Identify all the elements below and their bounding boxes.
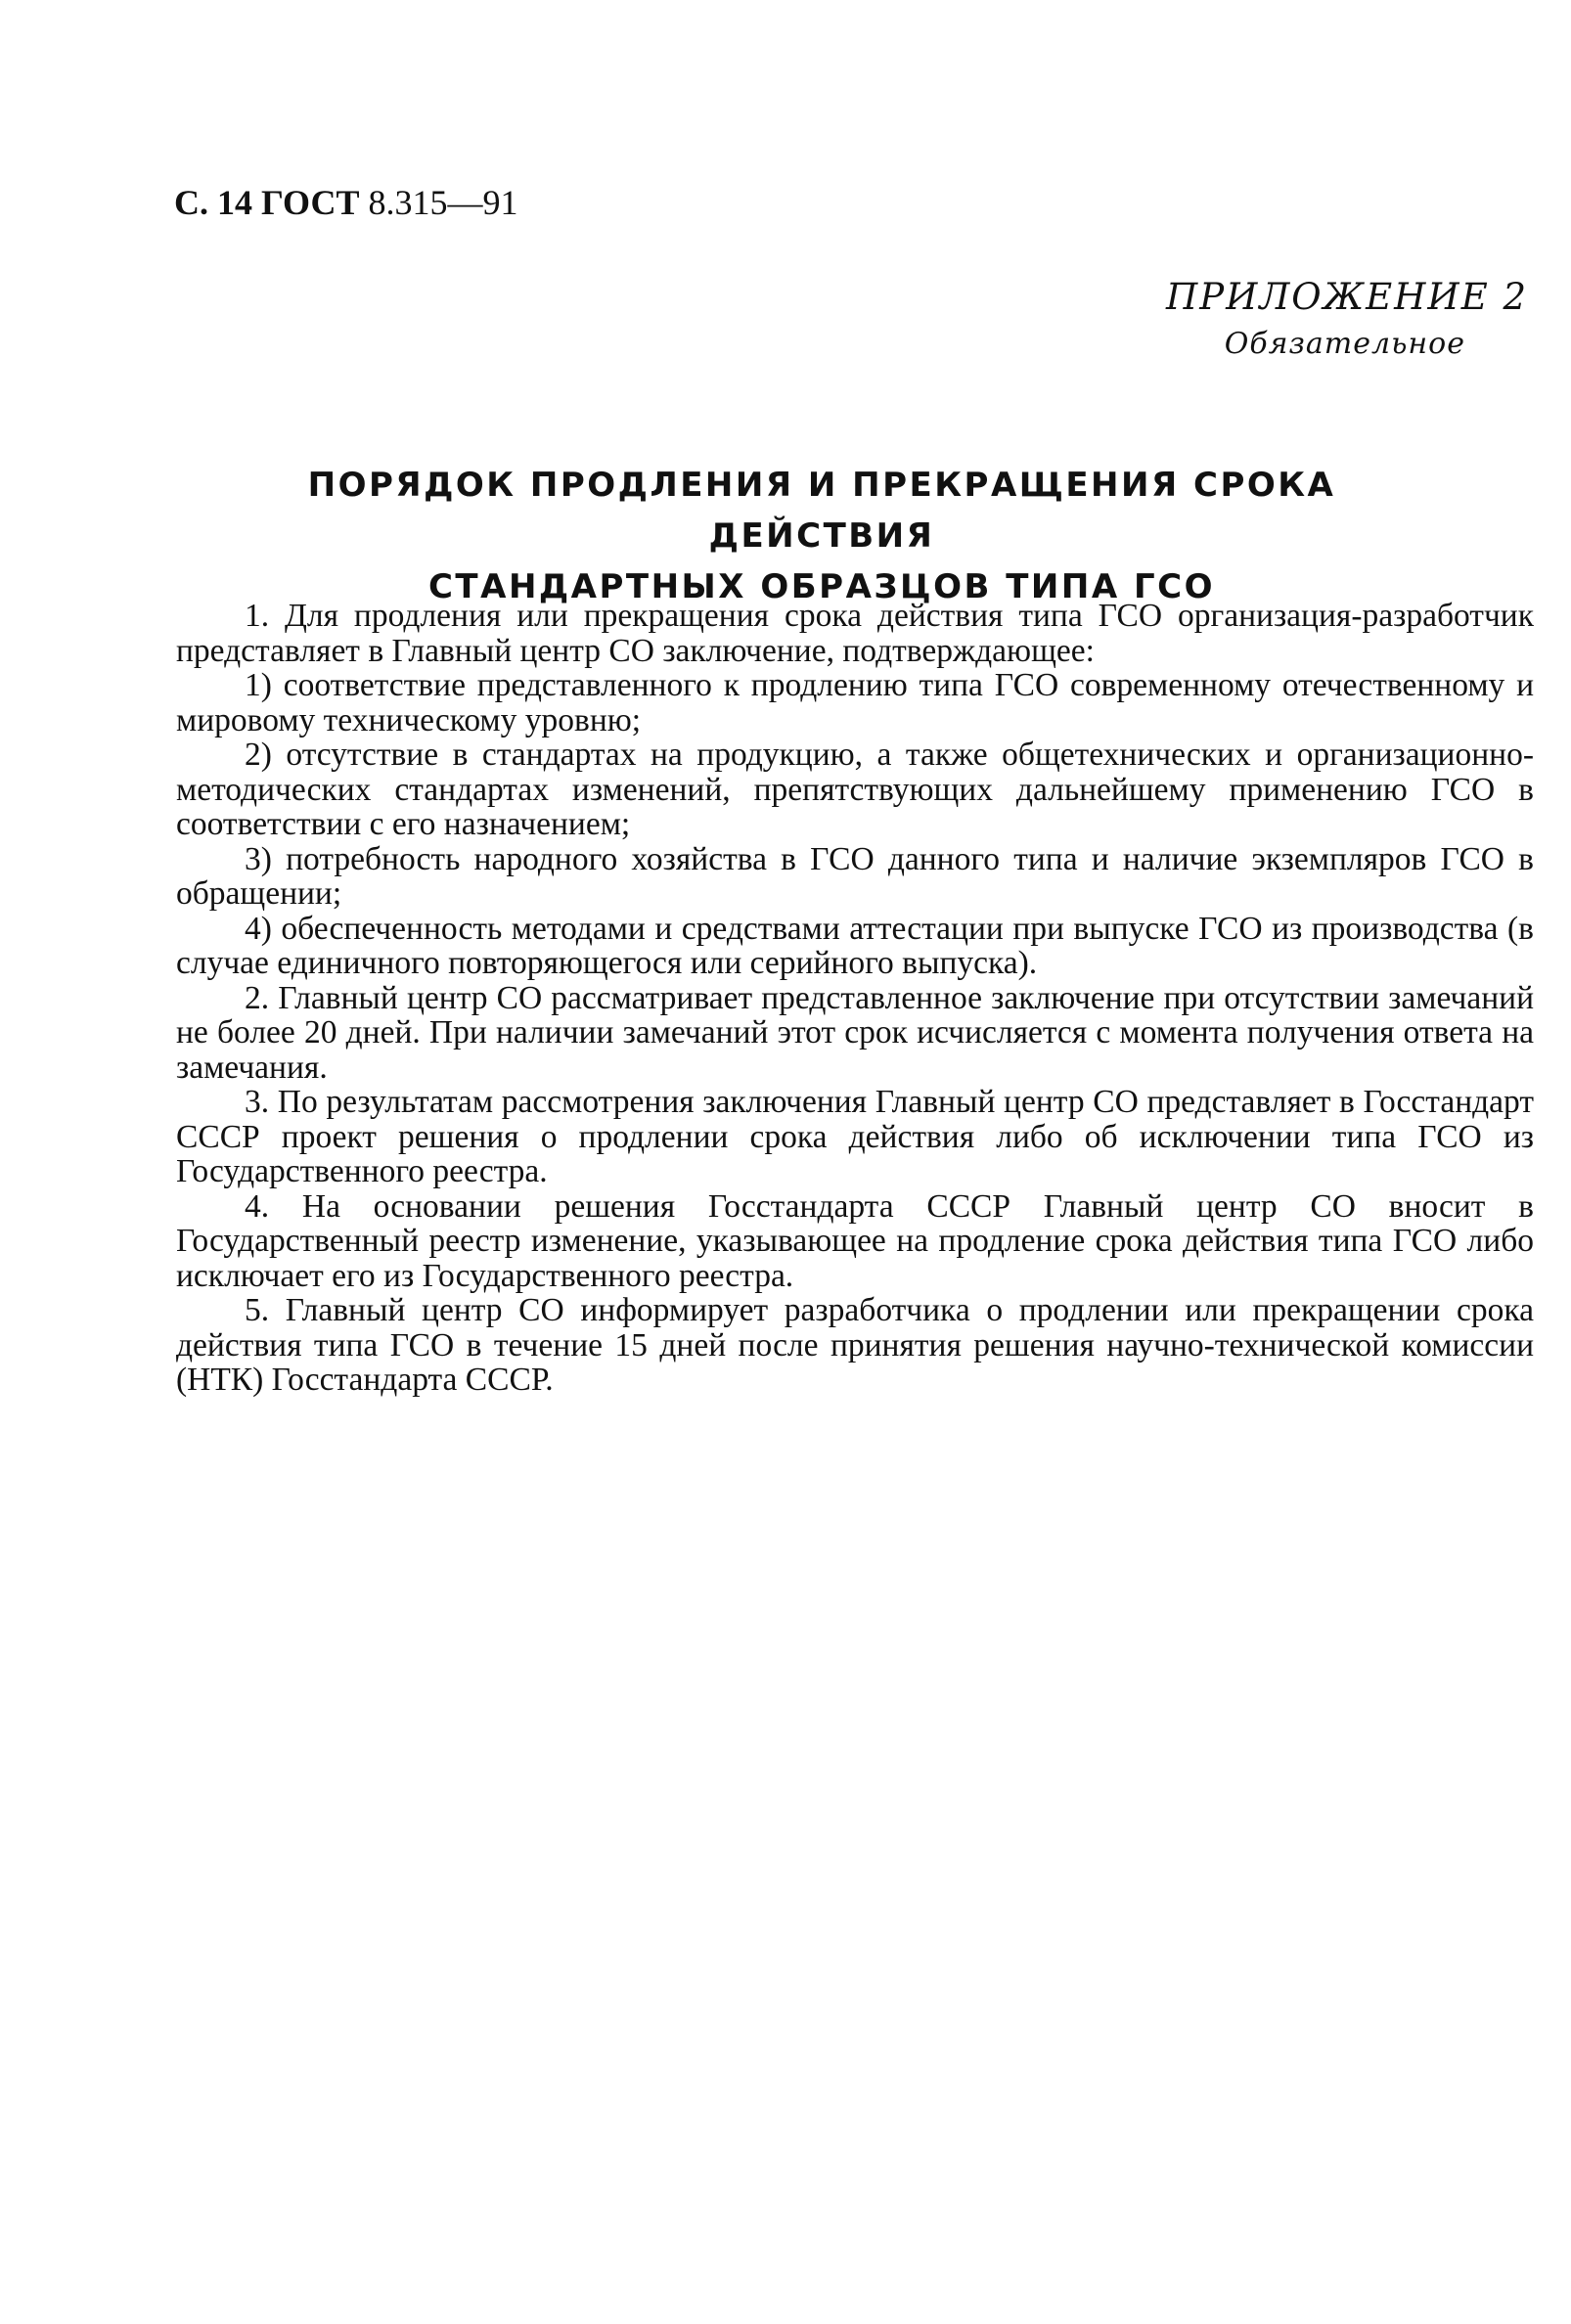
page-label: С. 14 ГОСТ	[174, 183, 360, 222]
title-line-2: СТАНДАРТНЫХ ОБРАЗЦОВ ТИПА ГСО	[427, 567, 1216, 606]
title-line-1: ПОРЯДОК ПРОДЛЕНИЯ И ПРЕКРАЩЕНИЯ СРОКА ДЕЙСТВИЯ	[307, 466, 1336, 556]
paragraph-1-item-2: 2) отсутствие в стандартах на продукцию, а также общетехнических и организационно-методических стандартах изменений, препятствующих дальнейшему применению ГСО в соответствии с его назначением;	[176, 737, 1534, 842]
paragraph-5: 5. Главный центр СО информирует разработчика о продлении или прекращении срока действия типа ГСО в течение 15 дней после принятия решения научно-технической комиссии (НТК) Госстандарта СССР.	[176, 1292, 1534, 1398]
paragraph-1-item-3: 3) потребность народного хозяйства в ГСО данного типа и наличие экземпляров ГСО в обращении;	[176, 840, 1534, 912]
paragraph-2: 2. Главный центр СО рассматривает представленное заключение при отсутствии замечаний не более 20 дней. При наличии замечаний этот срок исчисляется с момента получения ответа на замечания.	[176, 979, 1534, 1086]
standard-number: 8.315—91	[368, 183, 518, 222]
body-text	[176, 599, 1534, 1398]
paragraph-3: 3. По результатам рассмотрения заключения Главный центр СО представляет в Госстандарт СССР проект решения о продлении срока действия либо об исключении типа ГСО из Государственного реестра.	[176, 1084, 1534, 1189]
paragraph-4: 4. На основании решения Госстандарта СССР Главный центр СО вносит в Государственный реестр изменение, указывающее на продление срока действия типа ГСО либо исключает его из Государственного реестра.	[176, 1187, 1534, 1294]
running-header	[174, 182, 517, 223]
paragraph-1: 1. Для продления или прекращения срока действия типа ГСО организация-разработчик представляет в Главный центр СО заключение, подтверждающее:	[176, 598, 1534, 669]
paragraph-1-item-1: 1) соответствие представленного к продлению типа ГСО современному отечественному и мировому техническому уровню;	[176, 667, 1534, 738]
appendix-label: ПРИЛОЖЕНИЕ 2	[1165, 276, 1528, 318]
document-title	[196, 460, 1448, 612]
appendix-status: Обязательное	[1224, 327, 1465, 361]
appendix-block	[1166, 274, 1528, 368]
paragraph-1-item-4: 4) обеспеченность методами и средствами аттестации при выпуске ГСО из производства (в случае единичного повторяющегося или серийного выпуска).	[176, 910, 1534, 981]
